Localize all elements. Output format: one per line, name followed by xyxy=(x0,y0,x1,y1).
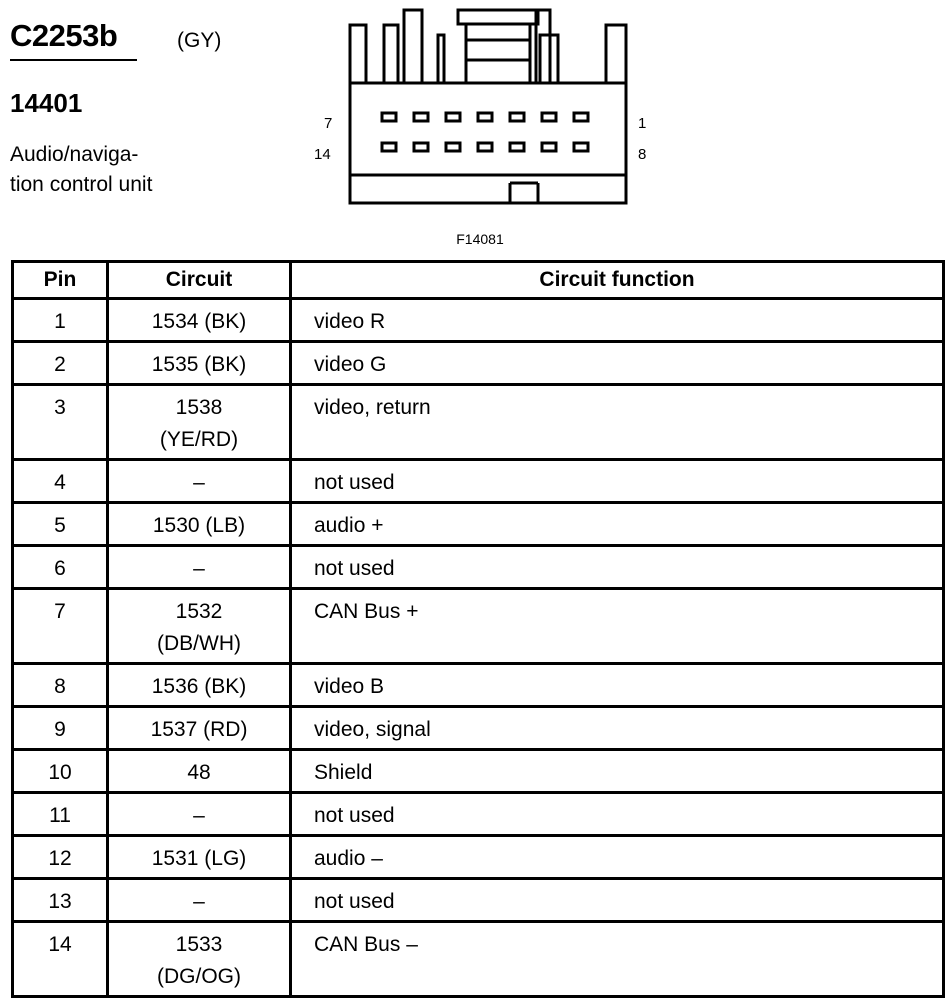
connector-outline xyxy=(350,10,626,203)
function-cell: not used xyxy=(291,879,944,922)
circuit-cell: 1536 (BK) xyxy=(108,664,291,707)
circuit-cell: 1530 (LB) xyxy=(108,503,291,546)
pin-cell: 14 xyxy=(13,922,108,997)
table-row xyxy=(13,460,944,503)
table-row xyxy=(13,342,944,385)
pin-cell: 7 xyxy=(13,589,108,664)
function-cell: audio – xyxy=(291,836,944,879)
table-row xyxy=(13,750,944,793)
circuit-cell: – xyxy=(108,460,291,503)
pin-label-14: 14 xyxy=(314,146,331,163)
function-cell: audio + xyxy=(291,503,944,546)
pin-cell: 9 xyxy=(13,707,108,750)
pin-cell: 3 xyxy=(13,385,108,460)
connector-color: (GY) xyxy=(177,29,222,52)
function-cell: CAN Bus – xyxy=(291,922,944,997)
pin-label-1: 1 xyxy=(638,115,647,132)
pin-table xyxy=(11,260,945,998)
pin-cell: 1 xyxy=(13,299,108,342)
pin-cell: 2 xyxy=(13,342,108,385)
function-cell: video, signal xyxy=(291,707,944,750)
connector-id: C2253b xyxy=(10,18,118,53)
pin-cell: 8 xyxy=(13,664,108,707)
component-name-line-1: Audio/naviga- xyxy=(10,143,139,166)
table-row xyxy=(13,546,944,589)
circuit-cell: 1537 (RD) xyxy=(108,707,291,750)
table-header-row xyxy=(13,262,944,299)
function-cell: not used xyxy=(291,793,944,836)
circuit-cell: 1533 (DG/OG) xyxy=(108,922,291,997)
circuit-cell: – xyxy=(108,793,291,836)
pin-cell: 13 xyxy=(13,879,108,922)
table-row xyxy=(13,879,944,922)
function-cell: video R xyxy=(291,299,944,342)
circuit-cell: 1538 (YE/RD) xyxy=(108,385,291,460)
function-cell: Shield xyxy=(291,750,944,793)
pin-cell: 10 xyxy=(13,750,108,793)
table-row xyxy=(13,299,944,342)
function-cell: video G xyxy=(291,342,944,385)
column-header-function: Circuit function xyxy=(291,262,944,299)
component-name-line-2: tion control unit xyxy=(10,173,153,196)
function-cell: not used xyxy=(291,546,944,589)
circuit-cell: – xyxy=(108,879,291,922)
column-header-circuit: Circuit xyxy=(108,262,291,299)
pin-cell: 4 xyxy=(13,460,108,503)
table-row xyxy=(13,503,944,546)
function-cell: CAN Bus + xyxy=(291,589,944,664)
table-row xyxy=(13,793,944,836)
pin-cell: 12 xyxy=(13,836,108,879)
circuit-cell: 1531 (LG) xyxy=(108,836,291,879)
circuit-cell: 48 xyxy=(108,750,291,793)
figure-id: F14081 xyxy=(456,231,504,247)
function-cell: not used xyxy=(291,460,944,503)
part-number: 14401 xyxy=(10,88,83,118)
table-row xyxy=(13,664,944,707)
circuit-cell: 1535 (BK) xyxy=(108,342,291,385)
circuit-cell: – xyxy=(108,546,291,589)
table-row xyxy=(13,707,944,750)
connector-id-underline xyxy=(10,59,137,61)
pin-cavities xyxy=(382,113,588,151)
component-name xyxy=(10,140,210,200)
table-row xyxy=(13,836,944,879)
pin-cell: 5 xyxy=(13,503,108,546)
circuit-cell: 1534 (BK) xyxy=(108,299,291,342)
table-row xyxy=(13,385,944,460)
table-row xyxy=(13,922,944,997)
function-cell: video, return xyxy=(291,385,944,460)
column-header-pin: Pin xyxy=(13,262,108,299)
table-row xyxy=(13,589,944,664)
pin-cell: 6 xyxy=(13,546,108,589)
pin-cell: 11 xyxy=(13,793,108,836)
connector-face-diagram xyxy=(310,5,670,215)
pin-label-8: 8 xyxy=(638,146,647,163)
pin-rows xyxy=(13,299,944,997)
circuit-cell: 1532 (DB/WH) xyxy=(108,589,291,664)
pin-label-7: 7 xyxy=(324,115,333,132)
function-cell: video B xyxy=(291,664,944,707)
